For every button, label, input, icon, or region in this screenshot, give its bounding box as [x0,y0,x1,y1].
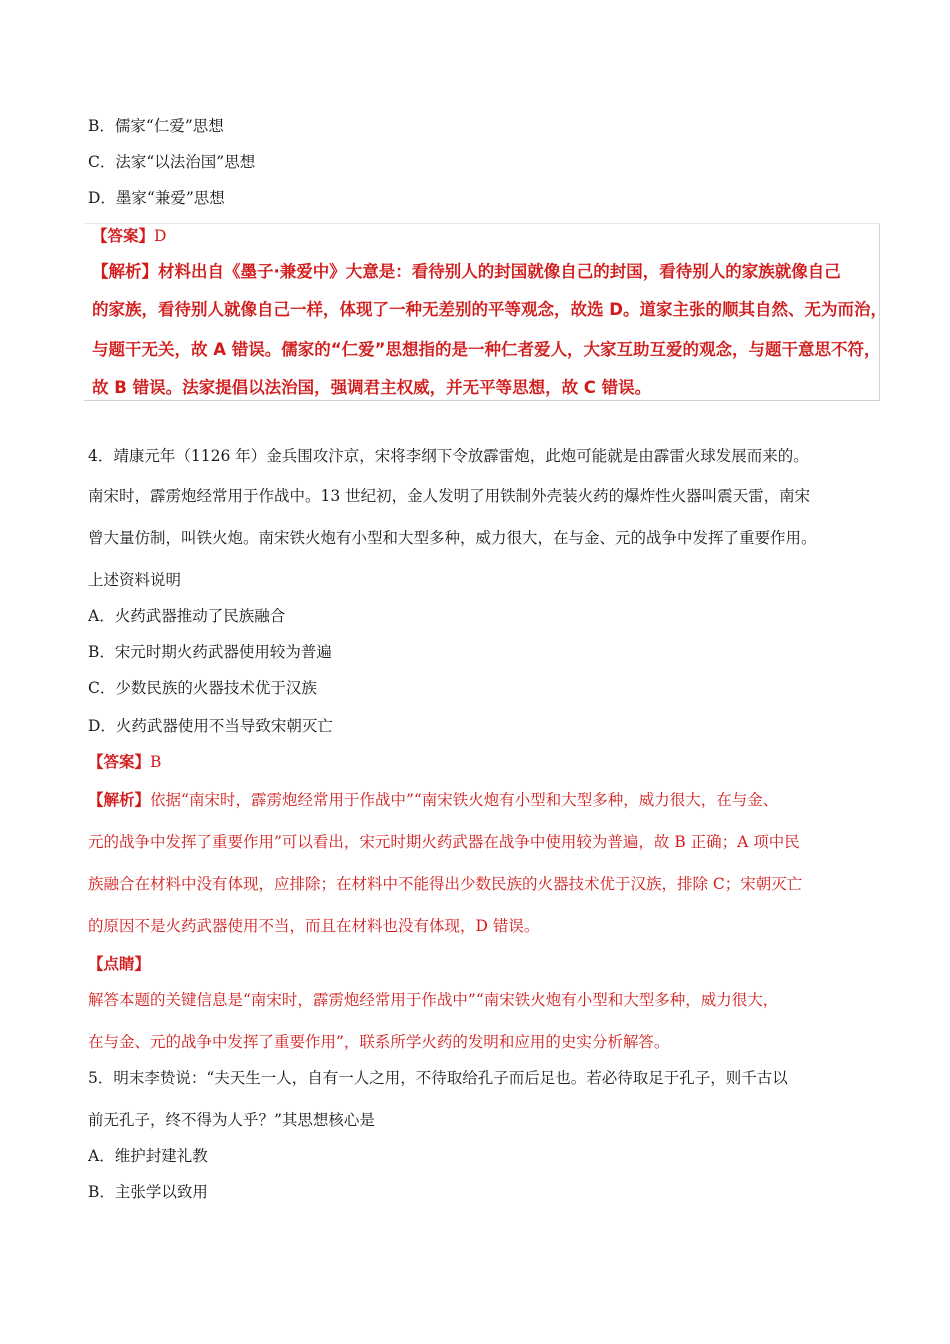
q4-option-c: C．少数民族的火器技术优于汉族 [88,679,317,697]
q4-analysis-line-1 [88,790,778,810]
q4-answer [88,752,161,772]
q5-option-b: B．主张学以致用 [88,1183,208,1201]
q3-answer-value: D [154,227,167,245]
q3-analysis-line-2: 的家族，看待别人就像自己一样，体现了一种无差别的平等观念，故选 D。道家主张的顺其自然、无为而治， [92,300,887,319]
q3-analysis-line-4: 故 B 错误。法家提倡以法治国，强调君主权威，并无平等思想，故 C 错误。 [92,378,652,397]
q4-stem-line-4: 上述资料说明 [88,571,182,589]
q4-analysis-text-1: 依据“南宋时，霹雳炮经常用于作战中”“南宋铁火炮有小型和大型多种，威力很大，在与金、 [150,791,779,809]
q4-analysis-line-4: 的原因不是火药武器使用不当，而且在材料也没有体现，D 错误。 [88,917,540,935]
q4-option-b: B．宋元时期火药武器使用较为普遍 [88,643,332,661]
q4-comment-tag: 【点睛】 [88,954,151,973]
q4-option-a: A．火药武器推动了民族融合 [88,607,286,625]
q3-analysis-text-1: 材料出自《墨子·兼爱中》大意是：看待别人的封国就像自己的封国，看待别人的家族就像自己 [158,262,841,281]
q4-stem-line-2: 南宋时，霹雳炮经常用于作战中。13 世纪初，金人发明了用铁制外壳装火药的爆炸性火器叫震天雷，南宋 [88,487,811,505]
q4-answer-tag: 【答案】 [88,752,151,771]
q4-comment-line-1: 解答本题的关键信息是“南宋时，霹雳炮经常用于作战中”“南宋铁火炮有小型和大型多种，威力很大， [88,991,779,1009]
q4-stem-line-3: 曾大量仿制，叫铁火炮。南宋铁火炮有小型和大型多种，威力很大，在与金、元的战争中发挥了重要作用。 [88,529,817,547]
q4-analysis-line-3: 族融合在材料中没有体现，应排除；在材料中不能得出少数民族的火器技术优于汉族，排除 C；宋朝灭亡 [88,875,803,893]
q5-stem-line-2: 前无孔子，终不得为人乎？”其思想核心是 [88,1111,375,1129]
q4-comment-line-2: 在与金、元的战争中发挥了重要作用”，联系所学火药的发明和应用的史实分析解答。 [88,1033,670,1051]
q3-answer [92,226,166,246]
q4-analysis-line-2: 元的战争中发挥了重要作用”可以看出，宋元时期火药武器在战争中使用较为普遍，故 B 正确；A 项中民 [88,833,800,851]
q3-answer-tag: 【答案】 [92,226,155,245]
q3-option-b: B．儒家“仁爱”思想 [88,117,224,135]
q3-analysis-line-1 [92,262,841,282]
q3-analysis-tag: 【解析】 [92,262,158,281]
q4-option-d: D．火药武器使用不当导致宋朝灭亡 [88,717,333,735]
q3-option-d: D．墨家“兼爱”思想 [88,189,225,207]
q4-answer-value: B [150,753,162,771]
q3-analysis-line-3: 与题干无关，故 A 错误。儒家的“仁爱”思想指的是一种仁者爱人，大家互助互爱的观念，与题干意思不符， [92,340,881,359]
q5-option-a: A．维护封建礼教 [88,1147,208,1165]
q5-stem-line-1: 5．明末李贽说：“夫天生一人，自有一人之用，不待取给孔子而后足也。若必待取足于孔子，则千古以 [88,1069,788,1087]
q4-stem-line-1: 4．靖康元年（1126 年）金兵围攻汴京，宋将李纲下令放霹雷炮，此炮可能就是由霹雷火球发展而来的。 [88,447,809,465]
q4-analysis-tag: 【解析】 [88,790,151,809]
q3-option-c: C．法家“以法治国”思想 [88,153,256,171]
